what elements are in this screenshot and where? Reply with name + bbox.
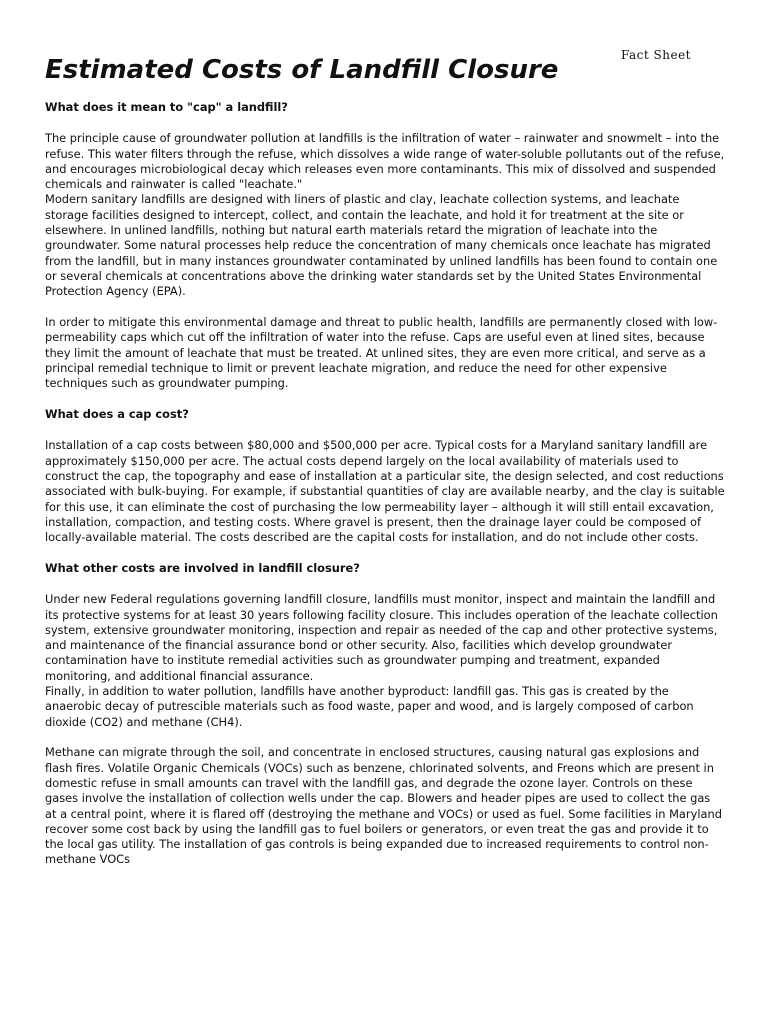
paragraph-leachate-cause: The principle cause of groundwater pollution at landfills is the infiltration of water – rainwater and snowmelt – into the refuse. This water filters through the refuse, which dissolves a wide range of water-soluble pollutants out of the refuse, and encourages microbiological decay which releases even more contaminants. This mix of dissolved and suspended chemicals and rainwater is called "leachate." [45,131,725,192]
fact-sheet-label: Fact Sheet [621,48,691,62]
document-body [45,100,725,868]
paragraph-cap-cost: Installation of a cap costs between $80,000 and $500,000 per acre. Typical costs for a Maryland sanitary landfill are approximately $150,000 per acre. The actual costs depend largely on the local availability of materials used to construct the cap, the topography and ease of installation at a particular site, the design selected, and cost reductions associated with bulk-buying. For example, if substantial quantities of clay are available nearby, and the clay is suitable for this use, it can eliminate the cost of purchasing the low permeability layer – although it will still entail excavation, installation, compaction, and testing costs. Where gravel is present, then the drainage layer could be composed of locally-available material. The costs described are the capital costs for installation, and do not include other costs. [45,438,725,545]
paragraph-modern-landfills: Modern sanitary landfills are designed with liners of plastic and clay, leachate collection systems, and leachate storage facilities designed to intercept, collect, and contain the leachate, and hold it for treatment at the site or elsewhere. In unlined landfills, nothing but natural earth materials retard the migration of leachate into the groundwater. Some natural processes help reduce the concentration of many chemicals once leachate has migrated from the landfill, but in many instances groundwater contaminated by unlined landfills has been found to contain one or several chemicals at concentrations above the drinking water standards set by the United States Environmental Protection Agency (EPA). [45,192,718,299]
section-heading-cap-cost: What does a cap cost? [45,407,189,422]
paragraph-federal-regulations: Under new Federal regulations governing landfill closure, landfills must monitor, inspect and maintain the landfill and its protective systems for at least 30 years following facility closure. This includes operation of the leachate collection system, extensive groundwater monitoring, inspection and repair as needed of the cap and other protective systems, and maintenance of the financial assurance bond or other security. Also, facilities which develop groundwater contamination have to institute remedial activities such as groundwater pumping and treatment, expanded monitoring, and additional financial assurance. [45,592,718,683]
section-heading-other-costs: What other costs are involved in landfill closure? [45,560,360,575]
paragraph-methane-vocs: Methane can migrate through the soil, and concentrate in enclosed structures, causing natural gas explosions and flash fires. Volatile Organic Chemicals (VOCs) such as benzene, chlorinated solvents, and Freons which are present in domestic refuse in small amounts can travel with the landfill gas, and degrade the ozone layer. Controls on these gases involve the installation of collection wells under the cap. Blowers and header pipes are used to collect the gas at a central point, where it is flared off (destroying the methane and VOCs) or used as fuel. Some facilities in Maryland recover some cost back by using the landfill gas to fuel boilers or generators, or even treat the gas and provide it to the local gas utility. The installation of gas controls is being expanded due to increased requirements to control non-methane VOCs [45,745,722,867]
page-title: Estimated Costs of Landfill Closure [45,55,559,85]
section-heading-cap-meaning: What does it mean to "cap" a landfill? [45,100,288,114]
paragraph-landfill-gas: Finally, in addition to water pollution, landfills have another byproduct: landfill gas. This gas is created by the anaerobic decay of putrescible materials such as food waste, paper and wood, and is largely composed of carbon dioxide (CO2) and methane (CH4). [45,684,694,729]
paragraph-caps-mitigation: In order to mitigate this environmental damage and threat to public health, landfills are permanently closed with low-permeability caps which cut off the infiltration of water into the refuse. Caps are useful even at lined sites, because they limit the amount of leachate that must be treated. At unlined sites, they are even more critical, and serve as a principal remedial technique to limit or prevent leachate migration, and reduce the need for other expensive techniques such as groundwater pumping. [45,315,718,391]
